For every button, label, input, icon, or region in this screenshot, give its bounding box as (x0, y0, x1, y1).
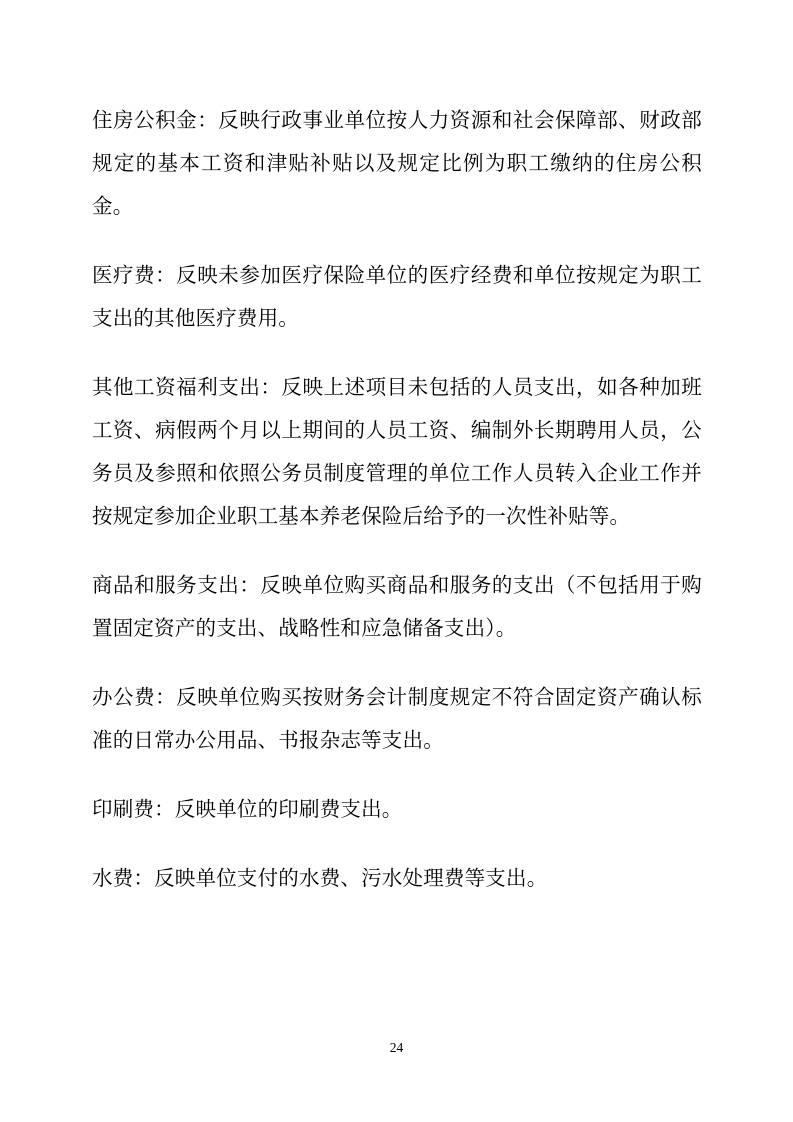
paragraph-printing-fee: 印刷费：反映单位的印刷费支出。 (92, 799, 403, 821)
paragraph-goods-services: 商品和服务支出：反映单位购买商品和服务的支出（不包括用于购置固定资产的支出、战略性和应急储备支出）。 (92, 575, 702, 640)
document-body (92, 100, 702, 901)
paragraph-water-fee: 水费：反映单位支付的水费、污水处理费等支出。 (92, 868, 548, 890)
paragraph-office-expense: 办公费：反映单位购买按财务会计制度规定不符合固定资产确认标准的日常办公用品、书报杂志等支出。 (92, 687, 702, 752)
paragraph-housing-fund: 住房公积金：反映行政事业单位按人力资源和社会保障部、财政部规定的基本工资和津贴补贴以及规定比例为职工缴纳的住房公积金。 (92, 110, 702, 218)
paragraph-medical-fee: 医疗费：反映未参加医疗保险单位的医疗经费和单位按规定为职工支出的其他医疗费用。 (92, 265, 702, 330)
page-number: 24 (389, 1040, 404, 1055)
paragraph-other-salary-welfare: 其他工资福利支出：反映上述项目未包括的人员支出，如各种加班工资、病假两个月以上期间的人员工资、编制外长期聘用人员，公务员及参照和依照公务员制度管理的单位工作人员转入企业工作并按规定参加企业职工基本养老保险后给予的一次性补贴等。 (92, 377, 702, 528)
